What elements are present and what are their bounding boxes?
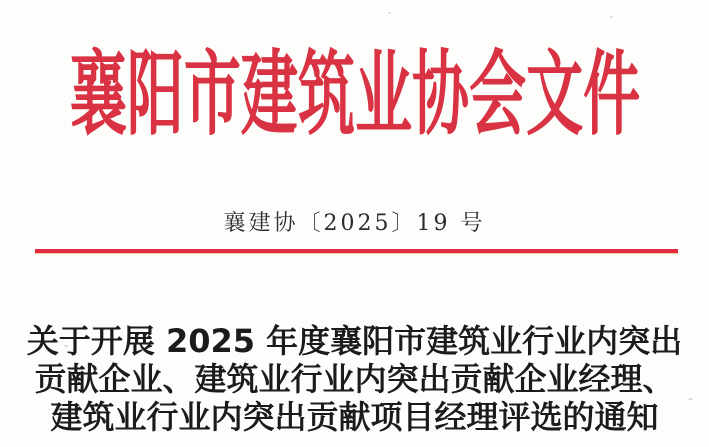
scan-speckle <box>610 16 613 18</box>
scan-speckle <box>64 345 68 347</box>
notice-title-line-1: 关于开展 2025 年度襄阳市建筑业行业内突出 <box>26 322 683 360</box>
masthead <box>0 28 709 160</box>
document-number: 襄建协〔2025〕19 号 <box>223 211 486 236</box>
notice-title-line-3: 建筑业行业内突出贡献项目经理评选的通知 <box>50 398 659 436</box>
scan-speckle <box>388 12 391 14</box>
scan-speckle <box>688 398 693 400</box>
organization-title: 襄阳市建筑业协会文件 <box>69 40 640 148</box>
notice-title-line-2: 贡献企业、建筑业行业内突出贡献企业经理、 <box>34 360 675 398</box>
red-divider-line <box>35 249 678 253</box>
notice-title <box>0 322 709 436</box>
